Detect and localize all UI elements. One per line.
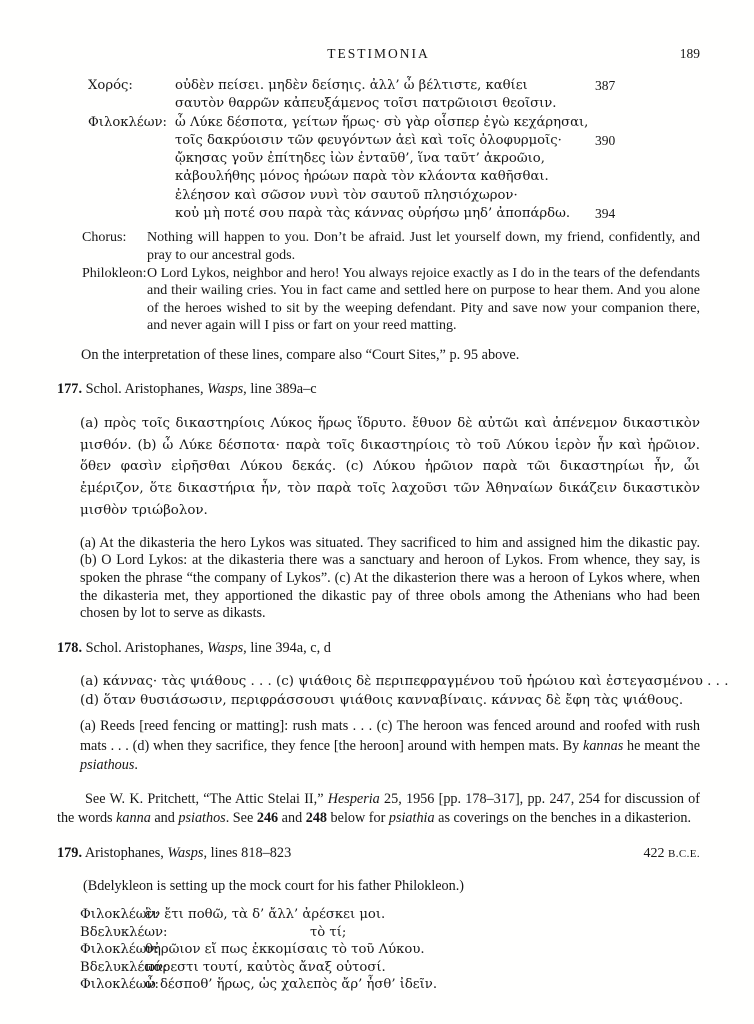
verse-line: θἠρῶιον εἴ πως ἐκκομίσαις τὸ τοῦ Λύκου. bbox=[145, 942, 425, 958]
stage-direction: (Bdelykleon is setting up the mock court for his father Philokleon.) bbox=[83, 878, 465, 895]
work-title: Wasps bbox=[207, 380, 244, 397]
item-heading bbox=[57, 379, 700, 399]
note-text: below for bbox=[327, 809, 389, 826]
speaker-label: Chorus: bbox=[82, 230, 127, 246]
line-number bbox=[595, 168, 700, 186]
speaker-label: Φιλοκλέων: bbox=[80, 942, 159, 958]
verse-row bbox=[88, 187, 700, 205]
item-number: 178. bbox=[57, 640, 83, 657]
item-reference: 246 bbox=[256, 809, 279, 826]
verse-line: ᾤκησας γοῦν ἐπίτηδες ἰὼν ἐνταῦθ’, ἵνα ταῦτ’ ἀκροῶιο, bbox=[175, 151, 545, 167]
verse-row bbox=[80, 941, 700, 959]
verse-row bbox=[88, 132, 700, 150]
speaker-label: Φιλοκλέων: bbox=[80, 907, 159, 923]
verse-line: κἀβουλήθης μόνος ἡρώων παρὰ τὸν κλάοντα καθῆσθαι. bbox=[175, 169, 549, 185]
item-reference: 248 bbox=[305, 809, 327, 826]
page-header bbox=[57, 46, 700, 64]
verse-row bbox=[80, 924, 700, 942]
verse-line: κοὐ μὴ ποτέ σου παρὰ τὰς κάννας οὐρήσω μηδ’ ἀποπάρδω. bbox=[175, 206, 571, 222]
line-number: 390 bbox=[595, 132, 616, 148]
date-era: B.C.E. bbox=[667, 847, 700, 860]
verse-row bbox=[88, 168, 700, 186]
verse-row bbox=[88, 205, 700, 223]
verse-line: ὦ δέσποθ’ ἥρως, ὡς χαλεπὸς ἄρ’ ἦσθ’ ἰδεῖν. bbox=[145, 977, 438, 993]
verse-line: τὸ τί; bbox=[310, 924, 347, 940]
greek-scholion-line: (d) ὅταν θυσιάσωσιν, περιφράσσουσι ψιάθοις κανναβίναις. κάννας δὲ ἔφη τὰς ψιάθους. bbox=[80, 693, 684, 709]
verse-row bbox=[80, 959, 700, 977]
date-year: 422 bbox=[643, 845, 668, 861]
verse-line: τοῖς δακρύοισιν τῶν φευγόντων ἀεὶ καὶ τοῖς ὀλοφυρμοῖς· bbox=[175, 132, 562, 148]
speaker-label: Χορός: bbox=[88, 78, 133, 93]
speaker-label: Φιλοκλέων: bbox=[88, 114, 167, 130]
verse-line: ἐλέησον καὶ σῶσον νυνὶ τὸν σαυτοῦ πλησιόχωρον· bbox=[175, 187, 518, 203]
verse-line: πάρεστι τουτί, καὐτὸς ἄναξ οὑτοσί. bbox=[145, 959, 386, 975]
note-text: and bbox=[278, 809, 306, 826]
verse-row bbox=[88, 77, 700, 95]
scholion-translation bbox=[80, 717, 700, 775]
speaker-label bbox=[88, 168, 175, 186]
heading-text: Schol. Aristophanes, bbox=[85, 640, 208, 657]
transliterated-term: psiathos bbox=[178, 809, 226, 826]
scholion-translation: (a) At the dikasteria the hero Lykos was situated. They sacrificed to him and assigned him the dikastic pay. (b) O Lord Lykos: at the dikasteria there was a sanctuary and heroon of Lykos. From whence, they say, is spoken the phrase “the company of Lykos”. (c) At the dikasterion there was a heroon of Lykos where, when the dikasteria met, they apportioned the dikastic pay of three obols among the Athenians who had been chosen by lot to serve as dikasts. bbox=[80, 534, 700, 622]
greek-verse-quotation bbox=[88, 77, 700, 223]
heading-text: , lines 818–823 bbox=[203, 844, 292, 861]
journal-title: Hesperia bbox=[327, 790, 380, 807]
line-number bbox=[595, 150, 700, 168]
verse-row bbox=[88, 114, 700, 132]
speaker-label bbox=[88, 132, 175, 150]
transliterated-term: psiathia bbox=[388, 809, 435, 826]
speaker-label bbox=[88, 150, 175, 168]
translation-row bbox=[82, 229, 700, 264]
verse-line: οὐδὲν πείσει. μηδὲν δείσηις. ἀλλ’ ὦ βέλτιστε, καθίει bbox=[175, 78, 528, 93]
note-text: as coverings on the benches in a dikasterion. bbox=[434, 809, 692, 826]
greek-scholion: (a) πρὸς τοῖς δικαστηρίοις Λύκος ἥρως ἵδρυτο. ἔθυον δὲ αὐτῶι καὶ ἀπένεμον δικαστικὸν μισθόν. (b) ὦ Λύκε δέσποτα· παρὰ τοῖς δικαστηρίοις τὸ τοῦ Λύκου ἱερὸν ἦν καὶ ἡρῶιον. ὅθεν φασὶν εἰρῆσθαι Λύκου δεκάς. (c) Λύκου ἡρῶιον παρὰ τῶι δικαστηρίωι ἦν, ὧι ἐμέριζον, ὅτε δικαστήρια ἦν, τὸν παρὰ τοῖς λαχοῦσι τῶν Ἀθηναίων δικάζειν δικαστικὸν μισθὸν τριώβολον. bbox=[80, 416, 700, 518]
verse-row bbox=[80, 976, 700, 994]
note-text: . See bbox=[225, 809, 257, 826]
speaker-label: Βδελυκλέων: bbox=[80, 924, 168, 940]
verse-row bbox=[88, 150, 700, 168]
translation-row bbox=[82, 265, 700, 335]
line-number: 387 bbox=[595, 78, 616, 93]
note-text: and bbox=[150, 809, 179, 826]
item-number: 179. bbox=[57, 844, 83, 861]
work-title: Wasps bbox=[167, 844, 204, 861]
work-title: Wasps bbox=[207, 640, 244, 657]
date-label bbox=[643, 844, 700, 864]
translation-text: (a) Reeds [reed fencing or matting]: rush mats . . . (c) The heroon was fenced around and roofed with rush mats . . . (d) when they sacrifice, they fence [the heroon] around with hempen mats. By bbox=[80, 718, 700, 754]
speaker-label bbox=[88, 187, 175, 205]
item-number: 177. bbox=[57, 380, 83, 397]
verse-line: ἓν ἔτι ποθῶ, τὰ δ’ ἄλλ’ ἀρέσκει μοι. bbox=[145, 907, 386, 923]
item-heading bbox=[57, 638, 700, 658]
line-number bbox=[595, 114, 700, 132]
speaker-label bbox=[88, 205, 175, 223]
greek-scholion-line: (a) κάννας· τὰς ψιάθους . . . (c) ψιάθοις δὲ περιπεφραγμένου τοῦ ἡρώιου καὶ ἐστεγασμένου . . . bbox=[80, 674, 729, 690]
speaker-label: Βδελυκλέων: bbox=[80, 959, 168, 975]
bibliography-note bbox=[57, 790, 700, 828]
heading-text: , line 389a–c bbox=[243, 380, 317, 397]
verse-line: ὦ Λύκε δέσποτα, γείτων ἥρως· σὺ γὰρ οἷσπερ ἐγὼ κεχάρησαι, bbox=[175, 114, 589, 130]
item-heading bbox=[57, 843, 700, 863]
line-number bbox=[595, 95, 700, 113]
note-text: See W. K. Pritchett, “The Attic Stelai II,” bbox=[85, 790, 328, 807]
heading-text: Aristophanes, bbox=[84, 844, 168, 861]
speaker-label bbox=[88, 95, 175, 113]
greek-scholion bbox=[80, 672, 729, 710]
translation-text: Nothing will happen to you. Don’t be afraid. Just let yourself down, my friend, confidently, and pray to our ancestral gods. bbox=[147, 230, 700, 263]
verse-line: σαυτὸν θαρρῶν κἀπευξάμενος τοῖσι πατρῶιοισι θεοῖσιν. bbox=[175, 96, 557, 112]
transliterated-term: kanna bbox=[116, 809, 151, 826]
translation-text: O Lord Lykos, neighbor and hero! You always rejoice exactly as I do in the tears of the defendants and their wailing cries. You in fact came and settled here on purpose to hear them. And you alone of the heroes wished to sit by the weeping defendant. Pity and save now your companion there, and never again will I piss or fart on your reed matting. bbox=[147, 265, 700, 334]
verse-row bbox=[88, 95, 700, 113]
line-number bbox=[595, 187, 700, 205]
translation-text: he meant the bbox=[623, 737, 700, 754]
transliterated-term: kannas bbox=[583, 737, 624, 754]
line-number: 394 bbox=[595, 206, 616, 222]
english-translation-dialogue bbox=[82, 229, 700, 335]
speaker-label: Philokleon: bbox=[82, 265, 147, 281]
page-number: 189 bbox=[679, 46, 700, 61]
transliterated-term: psiathous bbox=[80, 757, 135, 774]
greek-dialogue-818-823 bbox=[80, 906, 700, 994]
cross-reference-note: On the interpretation of these lines, compare also “Court Sites,” p. 95 above. bbox=[81, 346, 520, 363]
speaker-label: Φιλοκλέων: bbox=[80, 977, 159, 993]
heading-text: , line 394a, c, d bbox=[243, 640, 331, 657]
item-179 bbox=[57, 843, 700, 994]
item-178 bbox=[57, 638, 729, 776]
running-title: TESTIMONIA bbox=[327, 46, 430, 61]
verse-row bbox=[80, 906, 700, 924]
item-177 bbox=[57, 379, 700, 623]
heading-text: Schol. Aristophanes, bbox=[85, 380, 208, 397]
note-text: 25, 1956 [pp. 178–317], pp. 247, 254 for discussion of the words bbox=[57, 790, 700, 826]
translation-text: . bbox=[134, 757, 138, 774]
